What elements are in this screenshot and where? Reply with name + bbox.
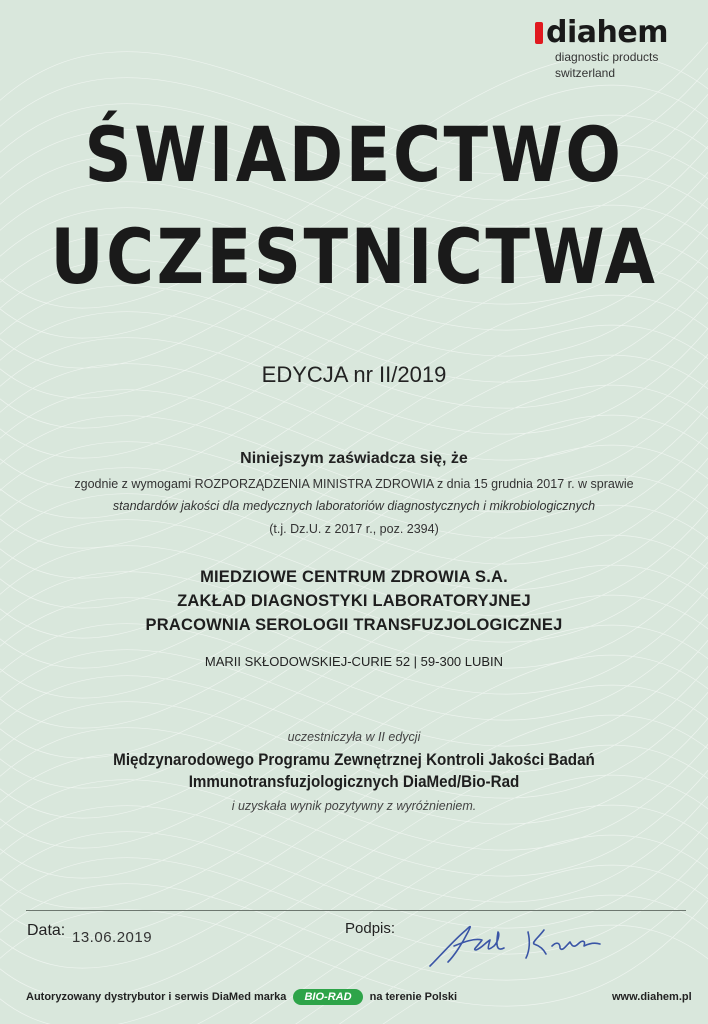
organization-unit: PRACOWNIA SEROLOGII TRANSFUZJOLOGICZNEJ (145, 616, 563, 634)
biorad-badge: BIO-RAD (293, 989, 362, 1005)
logo-tagline-2: switzerland (555, 66, 616, 80)
program-name-line-1: Międzynarodowego Programu Zewnętrznej Kontroli Jakości Badań (113, 751, 595, 769)
legal-basis-line-1: zgodnie z wymogami ROZPORZĄDZENIA MINISTRA ZDROWIA z dnia 15 grudnia 2017 r. w sprawie (74, 477, 634, 491)
logo-brand: diahem (546, 15, 668, 50)
footer-distributor-note (26, 989, 457, 1005)
date-label: Data: (27, 922, 66, 939)
diahem-logo (535, 15, 668, 80)
handwritten-signature (424, 910, 614, 972)
footer-website: www.diahem.pl (612, 991, 692, 1003)
organization-name: MIEDZIOWE CENTRUM ZDROWIA S.A. (200, 568, 508, 586)
date-value: 13.06.2019 (72, 929, 153, 946)
organization-department: ZAKŁAD DIAGNOSTYKI LABORATORYJNEJ (177, 592, 531, 610)
certificate-title-line-1: ŚWIADECTWO (84, 110, 624, 199)
organization-address: MARII SKŁODOWSKIEJ-CURIE 52 | 59-300 LUBIN (204, 654, 504, 669)
legal-basis-line-3: (t.j. Dz.U. z 2017 r., poz. 2394) (269, 522, 439, 536)
participation-result: i uzyskała wynik pozytywny z wyróżnieniem. (231, 799, 477, 813)
certification-intro: Niniejszym zaświadcza się, że (240, 450, 468, 467)
footer-text-after: na terenie Polski (369, 990, 458, 1003)
footer-text-before: Autoryzowany dystrybutor i serwis DiaMed marka (26, 990, 287, 1003)
program-name-line-2: Immunotransfuzjologicznych DiaMed/Bio-Rad (188, 773, 520, 791)
logo-dot-icon (535, 22, 543, 44)
signature-label: Podpis: (345, 920, 396, 937)
participation-intro: uczestniczyła w II edycji (287, 730, 421, 744)
logo-tagline-1: diagnostic products (555, 50, 659, 64)
legal-basis-line-2: standardów jakości dla medycznych laboratoriów diagnostycznych i mikrobiologicznych (112, 499, 596, 513)
certificate-title-line-2: UCZESTNICTWA (50, 212, 658, 301)
edition-number: EDYCJA nr II/2019 (261, 362, 447, 387)
logo-wordmark (535, 15, 668, 50)
